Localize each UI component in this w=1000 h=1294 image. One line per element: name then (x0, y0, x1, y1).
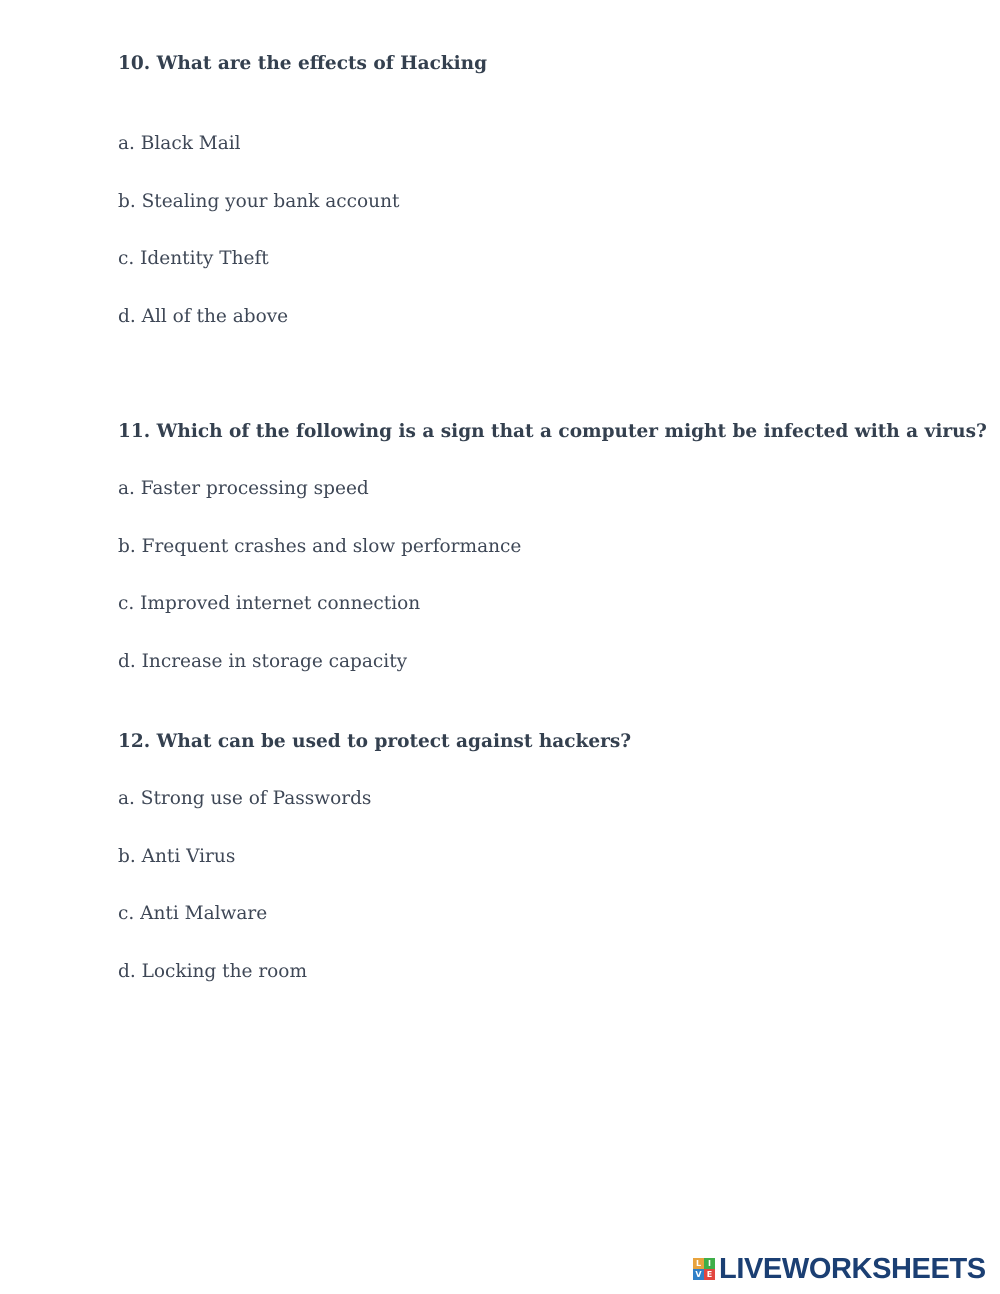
question-10-title: 10. What are the effects of Hacking (118, 53, 488, 74)
question-12-option-c[interactable]: c. Anti Malware (118, 903, 268, 924)
question-10-option-d[interactable]: d. All of the above (118, 306, 289, 327)
logo-wordmark: LIVEWORKSHEETS (719, 1252, 986, 1285)
question-11-title: 11. Which of the following is a sign that a computer might be infected with a virus? (118, 421, 987, 442)
question-12-option-a[interactable]: a. Strong use of Passwords (118, 788, 372, 809)
logo-icon-tile: I (704, 1258, 715, 1269)
question-11-option-a[interactable]: a. Faster processing speed (118, 478, 369, 499)
question-10-option-c[interactable]: c. Identity Theft (118, 248, 269, 269)
liveworksheets-logo-icon (693, 1258, 715, 1280)
logo-icon-tile: E (704, 1269, 715, 1280)
logo-icon-tile: L (693, 1258, 704, 1269)
question-11-option-c[interactable]: c. Improved internet connection (118, 593, 421, 614)
question-10-option-b[interactable]: b. Stealing your bank account (118, 191, 400, 212)
logo-icon-tile: V (693, 1269, 704, 1280)
question-11-option-b[interactable]: b. Frequent crashes and slow performance (118, 536, 522, 557)
question-12-title: 12. What can be used to protect against hackers? (118, 731, 632, 752)
liveworksheets-logo (693, 1254, 986, 1284)
question-11-option-d[interactable]: d. Increase in storage capacity (118, 651, 408, 672)
question-10-option-a[interactable]: a. Black Mail (118, 133, 241, 154)
question-12-option-b[interactable]: b. Anti Virus (118, 846, 236, 867)
question-12-option-d[interactable]: d. Locking the room (118, 961, 307, 982)
